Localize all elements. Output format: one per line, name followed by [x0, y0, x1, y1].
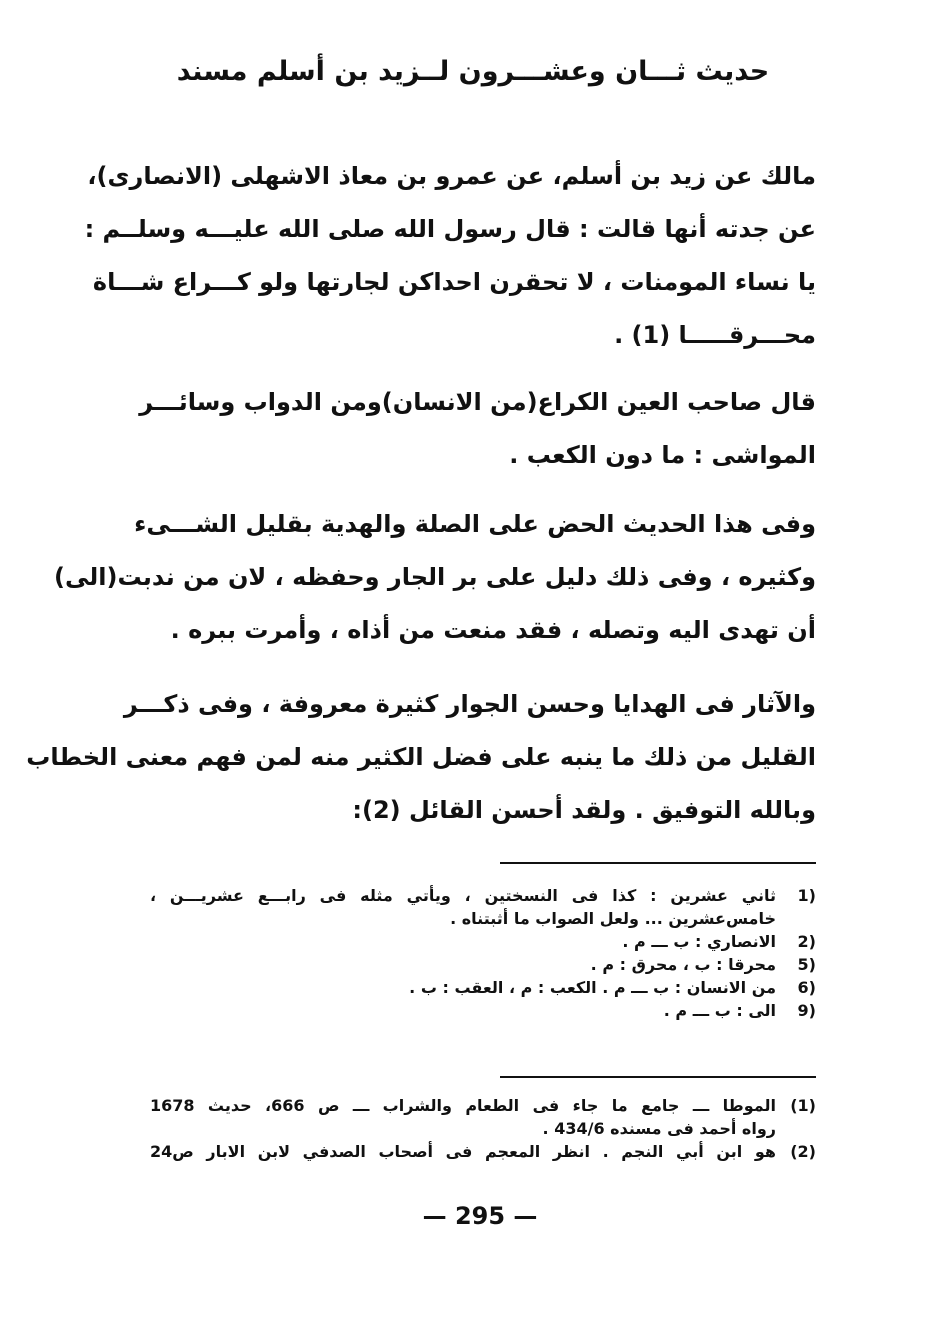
- footnote-divider: [500, 862, 816, 864]
- footnote-line: ثاني عشرين : كذا فى النسختين ، ويأتي مثله فى رابـــع عشريـــن ،: [150, 886, 776, 905]
- text-line: وفى هذا الحديث الحض على الصلة والهدية بقليل الشـــىء: [134, 510, 816, 538]
- footnote-number: 5): [797, 955, 816, 974]
- text-line: قال صاحب العين الكراع(من الانسان)ومن الدواب وسائـــر: [139, 388, 816, 416]
- paragraph-commentary: [54, 498, 816, 657]
- text-line: مالك عن زيد بن أسلم، عن عمرو بن معاذ الاشهلى (الانصارى)،: [87, 162, 816, 190]
- page-number: — 295 —: [422, 1202, 538, 1230]
- source-notes: [150, 1094, 816, 1163]
- footnote-line: هو ابن أبي النجم . انظر المعجم فى أصحاب الصدفي لابن الابار ص24: [150, 1142, 776, 1161]
- footnote-text: [150, 976, 776, 999]
- paragraph-definition: [139, 376, 816, 482]
- footnote-line: الانصاري : ب ـــ م .: [622, 932, 776, 951]
- footnote-text: [150, 999, 776, 1022]
- footnote-text: [150, 1140, 776, 1163]
- text-line: القليل من ذلك ما ينبه على فضل الكثير منه لمن فهم معنى الخطاب: [26, 743, 816, 771]
- text-line: عن جدته أنها قالت : قال رسول الله صلى الله عليـــه وسلــم :: [84, 215, 816, 243]
- text-line: المواشى : ما دون الكعب .: [509, 441, 816, 469]
- footnote-item: [150, 930, 816, 953]
- text-line: محـــرقـــــا (1) .: [614, 321, 816, 349]
- footnote-line: الى : ب ـــ م .: [663, 1001, 776, 1020]
- footnote-number: 1): [797, 886, 816, 905]
- footnote-number: (2): [790, 1142, 816, 1161]
- paragraph-hadith-text: [84, 150, 816, 362]
- footnote-item: [150, 976, 816, 999]
- paragraph-conclusion: [26, 678, 816, 837]
- footnote-number: 2): [797, 932, 816, 951]
- footnote-line: محرقا : ب ، محرق : م .: [590, 955, 776, 974]
- text-line: وكثيره ، وفى ذلك دليل على بر الجار وحفظه ، لان من ندبت(الى): [54, 563, 816, 591]
- footnote-number: 6): [797, 978, 816, 997]
- text-line: والآثار فى الهدايا وحسن الجوار كثيرة معروفة ، وفى ذكـــر: [123, 690, 816, 718]
- footnote-divider: [500, 1076, 816, 1078]
- footnote-line: الموطا ـــ جامع ما جاء فى الطعام والشراب ـــ ص 666، حديث 1678: [150, 1096, 776, 1115]
- footnote-item: [150, 999, 816, 1022]
- footnote-item: [150, 1094, 816, 1140]
- footnote-number: 9): [797, 1001, 816, 1020]
- text-line: يا نساء المومنات ، لا تحقرن احداكن لجارتها ولو كـــراع شـــاة: [92, 268, 816, 296]
- footnote-text: [150, 930, 776, 953]
- footnote-number: (1): [790, 1096, 816, 1115]
- footnote-item: [150, 953, 816, 976]
- page-title: حديث ثـــان وعشـــرون لــزيد بن أسلم مسند: [176, 56, 770, 87]
- footnote-text: [150, 953, 776, 976]
- footnote-text: [150, 884, 776, 930]
- text-line: وبالله التوفيق . ولقد أحسن القائل (2):: [352, 796, 816, 824]
- footnote-line: خامس‌عشرين ... ولعل الصواب ما أثبتناه .: [450, 909, 776, 928]
- footnote-text: [150, 1094, 776, 1140]
- critical-apparatus-notes: [150, 884, 816, 1022]
- footnote-line: رواه أحمد فى مسنده 434/6 .: [542, 1119, 776, 1138]
- text-line: أن تهدى اليه وتصله ، فقد منعت من أذاه ، وأمرت ببره .: [170, 616, 816, 644]
- footnote-line: من الانسان : ب ـــ م . الكعب : م ، العقب : ب .: [409, 978, 776, 997]
- footnote-item: [150, 884, 816, 930]
- footnote-item: [150, 1140, 816, 1163]
